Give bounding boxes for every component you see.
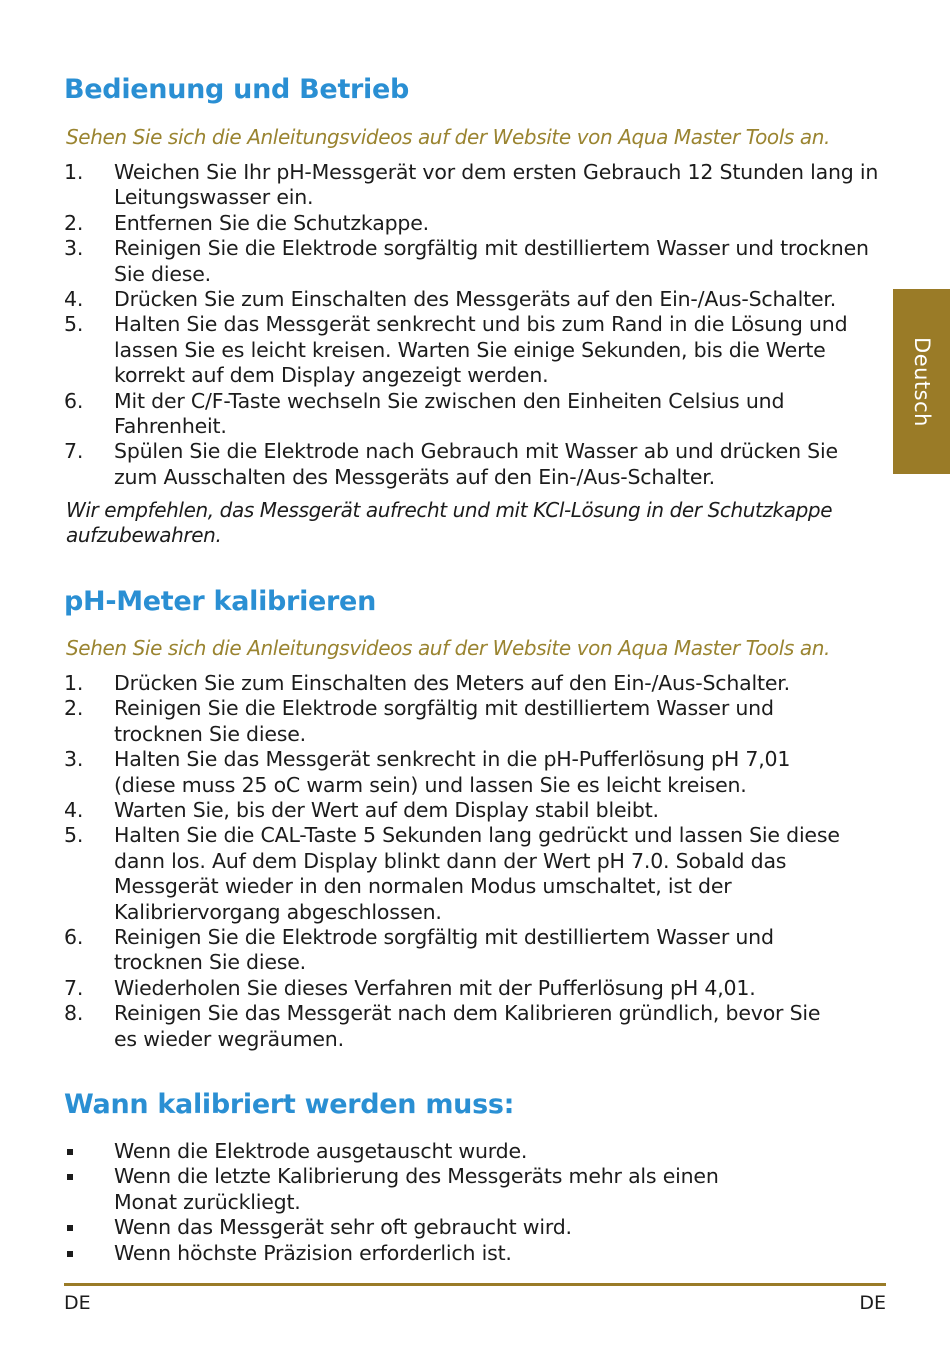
video-note-calibrate: Sehen Sie sich die Anleitungsvideos auf der Website von Aqua Master Tools an. [66, 636, 830, 660]
list-item: 4. Warten Sie, bis der Wert auf dem Display stabil bleibt. [64, 798, 659, 823]
footer-right-label: DE [859, 1292, 886, 1314]
list-item: 5. Halten Sie das Messgerät senkrecht und bis zum Rand in die Lösung und lassen Sie es leicht kreisen. Warten Sie einige Sekunden, bis die Werte korrekt auf dem Display angezeigt werden. [64, 312, 848, 388]
footer-left-label: DE [64, 1292, 91, 1314]
list-item: 2. Reinigen Sie die Elektrode sorgfältig mit destilliertem Wasser und trocknen Sie diese. [64, 696, 774, 746]
list-item: Wenn die Elektrode ausgetauscht wurde. [64, 1139, 784, 1164]
operation-steps [64, 160, 879, 490]
list-item: 2. Entfernen Sie die Schutzkappe. [64, 210, 429, 235]
calibration-steps [64, 671, 849, 1052]
list-item: 1. Weichen Sie Ihr pH-Messgerät vor dem ersten Gebrauch 12 Stunden lang in Leitungswasser ein. [64, 160, 879, 210]
footer-divider [64, 1283, 886, 1286]
list-item: Wenn höchste Präzision erforderlich ist. [64, 1241, 784, 1266]
calibration-conditions [64, 1139, 784, 1266]
list-item: Wenn die letzte Kalibrierung des Messgeräts mehr als einen Monat zurückliegt. [64, 1164, 784, 1215]
list-item: 1. Drücken Sie zum Einschalten des Meters auf den Ein-/Aus-Schalter. [64, 671, 790, 695]
list-item: 6. Reinigen Sie die Elektrode sorgfältig mit destilliertem Wasser und trocknen Sie diese. [64, 925, 774, 975]
list-item: 7. Spülen Sie die Elektrode nach Gebrauch mit Wasser ab und drücken Sie zum Ausschalten des Messgeräts auf den Ein-/Aus-Schalter. [64, 439, 838, 489]
list-item: 3. Halten Sie das Messgerät senkrecht in die pH-Pufferlösung pH 7,01 (diese muss 25 oC warm sein) und lassen Sie es leicht kreisen. [64, 747, 791, 797]
list-item: 4. Drücken Sie zum Einschalten des Messgeräts auf den Ein-/Aus-Schalter. [64, 287, 837, 312]
list-item: 6. Mit der C/F-Taste wechseln Sie zwischen den Einheiten Celsius und Fahrenheit. [64, 388, 785, 439]
language-tab [893, 289, 950, 474]
bullet-icon [67, 1225, 73, 1231]
storage-footnote: Wir empfehlen, das Messgerät aufrecht und mit KCl-Lösung in der Schutzkappe aufzubewahren. [66, 498, 833, 547]
video-note-operation: Sehen Sie sich die Anleitungsvideos auf der Website von Aqua Master Tools an. [66, 125, 830, 149]
bullet-icon [67, 1251, 73, 1257]
heading-when-to-calibrate: Wann kalibriert werden muss: [64, 1089, 515, 1120]
list-item: 3. Reinigen Sie die Elektrode sorgfältig mit destilliertem Wasser und trocknen Sie diese. [64, 236, 869, 286]
list-item: 7. Wiederholen Sie dieses Verfahren mit der Pufferlösung pH 4,01. [64, 975, 756, 1000]
list-item: 5. Halten Sie die CAL-Taste 5 Sekunden lang gedrückt und lassen Sie diese dann los. Auf dem Display blinkt dann der Wert pH 7.0. Sobald das Messgerät wieder in den normalen Modus umschaltet, ist der Kalibriervorgang abgeschlossen. [64, 823, 840, 924]
list-item: 8. Reinigen Sie das Messgerät nach dem Kalibrieren gründlich, bevor Sie es wieder wegräumen. [64, 1001, 821, 1051]
bullet-icon [67, 1174, 73, 1180]
heading-calibrate: pH-Meter kalibrieren [64, 586, 376, 617]
heading-operation: Bedienung und Betrieb [64, 74, 410, 105]
language-tab-label: Deutsch [909, 336, 934, 427]
list-item: Wenn das Messgerät sehr oft gebraucht wird. [64, 1215, 784, 1240]
bullet-icon [67, 1149, 73, 1155]
